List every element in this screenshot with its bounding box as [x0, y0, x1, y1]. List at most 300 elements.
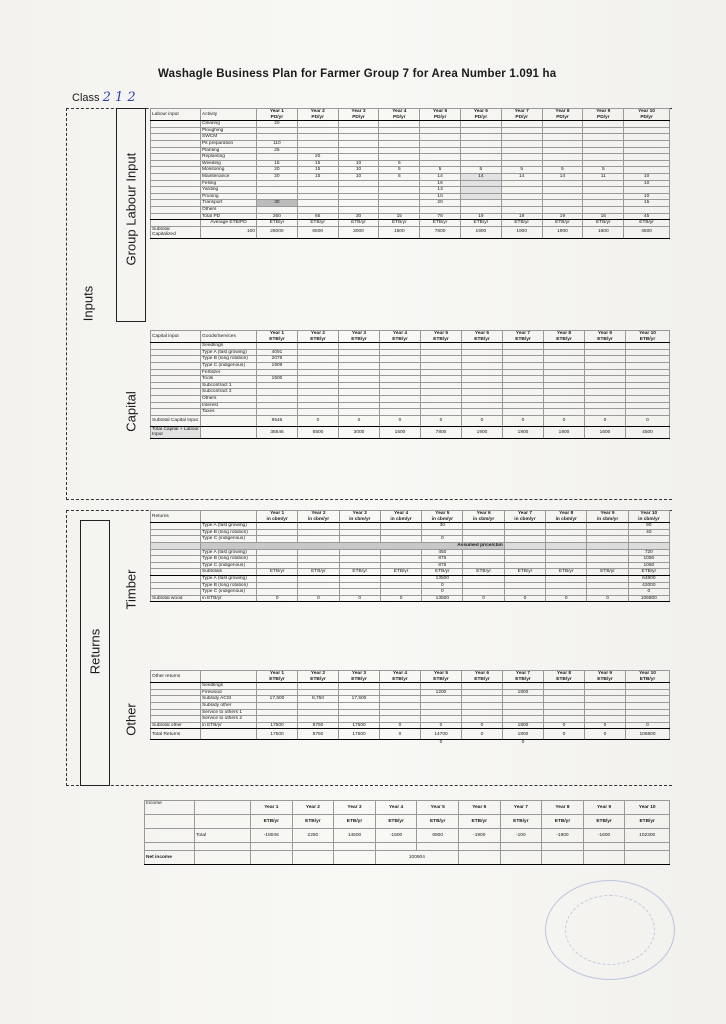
blank-cell — [626, 343, 670, 350]
capital-total-row — [151, 426, 670, 438]
labour-value — [583, 193, 624, 200]
capital-total-value: 6500 — [298, 426, 339, 438]
timber-cbm-value — [298, 529, 339, 536]
returns-extra-value — [380, 740, 421, 746]
labour-value: 5 — [379, 173, 420, 180]
labour-value — [257, 134, 298, 141]
capital-subtotal-label: Subtotal Capital Input — [151, 415, 201, 426]
labour-value — [501, 147, 542, 154]
etb-unit: ETB/yr — [375, 815, 417, 829]
capital-value — [257, 343, 298, 350]
blank-cell — [458, 843, 500, 851]
blank-cell — [151, 147, 201, 154]
side-label-returns: Returns — [87, 628, 103, 675]
labour-value — [501, 193, 542, 200]
labour-value — [379, 140, 420, 147]
year-header: Year 9 — [583, 801, 625, 815]
etb-unit: ETB/yr — [501, 220, 542, 227]
unit-label: ETB/yr — [310, 676, 326, 682]
blank-cell — [145, 829, 195, 843]
timber-etb-row — [151, 582, 670, 589]
income-total-value: 102300 — [625, 829, 670, 843]
income-total-value: -18046 — [251, 829, 293, 843]
total-returns-value: 0 — [380, 729, 421, 740]
goods-label: Type A (fast growing) — [201, 349, 257, 356]
unit-label: ETB/yr — [556, 336, 572, 342]
labour-value — [624, 206, 670, 213]
blank-cell — [257, 589, 298, 596]
unit-label: ETB/yr — [597, 676, 613, 682]
unit-label: ETB/yr — [351, 336, 367, 342]
year-header — [463, 511, 504, 523]
labour-value — [338, 200, 379, 207]
other-value — [257, 702, 298, 709]
income-total-value: -100 — [500, 829, 542, 843]
class-handwritten-value: 2 1 2 — [102, 90, 136, 105]
unit-label: PD/yr — [311, 114, 324, 120]
blank-cell — [585, 362, 626, 369]
year-label: Year 6 — [474, 671, 490, 676]
blank-cell — [421, 395, 462, 402]
labour-value — [460, 160, 501, 167]
timber-cbm-row — [151, 529, 670, 536]
blank-cell — [334, 851, 376, 865]
other-subtotal-label: Subtotal other — [151, 722, 201, 729]
labour-value — [420, 140, 461, 147]
capital-row — [151, 356, 670, 363]
other-value — [380, 683, 421, 690]
unit-label: ETB/yr — [515, 676, 531, 682]
class-label-text: Class — [72, 92, 100, 104]
blank-cell — [504, 542, 545, 549]
total-returns-value: 0 — [585, 729, 626, 740]
total-returns-value: 106800 — [626, 729, 670, 740]
unit-label: PD/yr — [597, 114, 610, 120]
blank-cell — [462, 402, 503, 409]
blank-cell — [298, 382, 339, 389]
labour-value — [379, 154, 420, 161]
other-value — [503, 702, 544, 709]
unit-label: in cbm/yr — [555, 516, 577, 522]
blank-cell — [628, 542, 669, 549]
year-label: Year 10 — [639, 331, 656, 336]
labour-value — [542, 160, 583, 167]
labour-value: 20 — [257, 121, 298, 128]
side-label-group-labour: Group Labour Input — [123, 152, 139, 266]
net-income-label: Net income — [145, 851, 195, 865]
blank-cell — [151, 569, 201, 576]
timber-subtotal-value: 0 — [257, 595, 298, 602]
year-header: Year 2 — [292, 801, 334, 815]
blank-cell — [339, 395, 380, 402]
labour-value — [542, 140, 583, 147]
blank-cell — [583, 843, 625, 851]
timber-type-label: Type A (fast growing) — [201, 523, 257, 530]
blank-cell — [587, 542, 628, 549]
blank-cell — [380, 562, 421, 569]
year-header — [587, 511, 628, 523]
blank-cell — [626, 376, 670, 383]
labour-value: 10 — [338, 160, 379, 167]
labour-value — [379, 187, 420, 194]
year-header — [585, 331, 626, 343]
other-returns-label: Service to others 1 — [201, 709, 257, 716]
year-label: Year 6 — [473, 109, 488, 114]
year-label: Year 5 — [433, 671, 449, 676]
other-returns-label: Seedlings — [201, 683, 257, 690]
labour-value — [501, 187, 542, 194]
etb-unit: ETB/yr — [460, 220, 501, 227]
labour-value: 15 — [297, 160, 338, 167]
labour-value — [460, 206, 501, 213]
blank-cell — [546, 556, 587, 563]
labour-value — [338, 180, 379, 187]
blank-cell — [546, 549, 587, 556]
timber-cbm-value — [587, 536, 628, 543]
labour-value — [338, 134, 379, 141]
other-value — [626, 683, 670, 690]
blank-cell — [421, 389, 462, 396]
blank-cell — [151, 193, 201, 200]
net-income-row — [145, 851, 670, 865]
capital-value: 2076 — [257, 356, 298, 363]
capital-total-value: 1900 — [544, 426, 585, 438]
blank-cell — [626, 349, 670, 356]
labour-value — [542, 121, 583, 128]
blank-cell — [380, 382, 421, 389]
subtotal-label-cell — [151, 226, 201, 238]
etb-year10: 0 — [628, 589, 669, 596]
labour-row — [151, 127, 670, 134]
timber-cbm-value — [380, 529, 421, 536]
labour-subtotal-value: 6500 — [297, 226, 338, 238]
labour-value: 45 — [624, 213, 670, 220]
labour-row — [151, 121, 670, 128]
timber-cbm-value — [504, 529, 545, 536]
blank-cell — [151, 409, 201, 416]
year-label: Year 3 — [351, 331, 367, 336]
capital-total-value: 1900 — [503, 426, 544, 438]
other-subtotal-row — [151, 722, 670, 729]
labour-value: 20 — [297, 154, 338, 161]
labour-subtotal-row — [151, 226, 670, 238]
timber-cbm-value: 40 — [628, 529, 669, 536]
etb-unit: ETB/yr — [583, 220, 624, 227]
other-value — [544, 709, 585, 716]
labour-value: 10 — [420, 193, 461, 200]
capitalized-label: Capitalized — [152, 232, 176, 238]
other-value — [585, 689, 626, 696]
blank-cell — [544, 376, 585, 383]
price-year5: 875 — [422, 556, 463, 563]
goods-label: Taxes — [201, 409, 257, 416]
labour-value — [460, 180, 501, 187]
blank-cell — [546, 562, 587, 569]
blank-cell — [151, 709, 201, 716]
year-label: Year 7 — [514, 109, 529, 114]
capital-subtotal-value: 0 — [626, 415, 670, 426]
labour-value: 15 — [297, 167, 338, 174]
capital-value — [257, 389, 298, 396]
timber-cbm-value — [257, 523, 298, 530]
other-value — [585, 709, 626, 716]
labour-value: 20 — [257, 167, 298, 174]
blank-cell — [462, 395, 503, 402]
total-returns-value: 8750 — [298, 729, 339, 740]
capital-row — [151, 389, 670, 396]
blank-cell — [504, 589, 545, 596]
blank-cell — [201, 740, 257, 746]
blank-cell — [151, 376, 201, 383]
labour-value — [338, 206, 379, 213]
activity-label: Planting — [201, 147, 257, 154]
timber-table — [150, 510, 670, 602]
blank-cell — [504, 582, 545, 589]
timber-cbm-value — [422, 529, 463, 536]
subtotal-label: Subtotal — [152, 226, 170, 232]
etb-unit: ETB/yr — [257, 569, 298, 576]
blank-cell — [504, 562, 545, 569]
labour-value: 5 — [583, 167, 624, 174]
timber-subtotal-value: 0 — [380, 595, 421, 602]
labour-value — [338, 140, 379, 147]
blank-cell — [334, 843, 376, 851]
year-label: Year 8 — [556, 331, 572, 336]
labour-row — [151, 147, 670, 154]
timber-type-label: Type A (fast growing) — [201, 575, 257, 582]
etb-unit: ETB/yr — [420, 220, 461, 227]
blank-cell — [462, 362, 503, 369]
unit-label: ETB/yr — [639, 336, 656, 342]
price-year10: 1050 — [628, 562, 669, 569]
net-income-value: 100904 — [375, 851, 458, 865]
blank-cell — [585, 395, 626, 402]
blank-cell — [463, 562, 504, 569]
labour-value — [542, 193, 583, 200]
labour-row — [151, 140, 670, 147]
labour-row — [151, 200, 670, 207]
activity-label: Transport — [201, 200, 257, 207]
timber-type-label: Type B (long rotation) — [201, 582, 257, 589]
year-header — [379, 109, 420, 121]
etb-unit: ETB/yr — [542, 815, 584, 829]
blank-cell — [504, 556, 545, 563]
labour-value — [583, 154, 624, 161]
timber-subtotal-value: 0 — [298, 595, 339, 602]
capital-row — [151, 349, 670, 356]
returns-extra-value: 0 — [521, 740, 525, 746]
year-label: Year 2 — [310, 331, 326, 336]
blank-cell — [421, 376, 462, 383]
blank-cell — [298, 589, 339, 596]
blank-cell — [151, 683, 201, 690]
blank-cell — [462, 369, 503, 376]
timber-etb-row — [151, 589, 670, 596]
labour-value — [379, 180, 420, 187]
labour-value — [297, 187, 338, 194]
blank-cell — [339, 349, 380, 356]
blank-cell — [195, 843, 251, 851]
blank-cell — [421, 362, 462, 369]
blank-cell — [292, 843, 334, 851]
timber-type-label: Type B (long rotation) — [201, 529, 257, 536]
year-header — [420, 109, 461, 121]
labour-value — [420, 147, 461, 154]
blank-cell — [503, 376, 544, 383]
income-table — [144, 800, 670, 865]
unit-label: ETB/yr — [597, 336, 613, 342]
income-total-value: 6900 — [417, 829, 459, 843]
timber-subtotal-row — [151, 595, 670, 602]
etb-unit: ETB/yr — [338, 220, 379, 227]
blank-cell — [292, 851, 334, 865]
blank-cell — [421, 402, 462, 409]
etb-unit: ETB/yr — [628, 569, 669, 576]
labour-value — [624, 127, 670, 134]
unit-label: in cbm/yr — [266, 516, 288, 522]
blank-cell — [380, 369, 421, 376]
labour-value — [379, 127, 420, 134]
capital-value: 4091 — [257, 349, 298, 356]
labour-value: 30 — [338, 213, 379, 220]
labour-value — [460, 193, 501, 200]
timber-cbm-value — [380, 523, 421, 530]
blank-cell — [585, 349, 626, 356]
timber-cbm-value — [587, 529, 628, 536]
year-header — [585, 671, 626, 683]
capital-total-value: 7800 — [421, 426, 462, 438]
etb-unit: ETB/yr — [379, 220, 420, 227]
activity-label: Ploughing — [201, 127, 257, 134]
year-header — [462, 671, 503, 683]
unit-label: ETB/yr — [639, 676, 656, 682]
other-value — [380, 689, 421, 696]
other-row — [151, 716, 670, 723]
blank-cell — [298, 402, 339, 409]
etb-unit: ETB/yr — [251, 815, 293, 829]
blank-cell — [587, 562, 628, 569]
etb-unit: ETB/yr — [458, 815, 500, 829]
blank-cell — [462, 382, 503, 389]
year-header: Year 6 — [458, 801, 500, 815]
labour-subtotal-value: 26000 — [257, 226, 298, 238]
timber-subtotal-value: 0 — [339, 595, 380, 602]
etb-unit: ETB/yr — [500, 815, 542, 829]
other-value — [544, 716, 585, 723]
timber-subtotal-value: 0 — [546, 595, 587, 602]
other-value — [462, 696, 503, 703]
goods-label: Others — [201, 395, 257, 402]
goods-label: Subcontract 2 — [201, 389, 257, 396]
labour-value: 14 — [420, 173, 461, 180]
timber-type-label: Type C (indigenous) — [201, 589, 257, 596]
unit-label: PD/yr — [640, 114, 653, 120]
blank-cell — [585, 343, 626, 350]
year-header — [628, 511, 669, 523]
year-header — [503, 671, 544, 683]
labour-value — [542, 206, 583, 213]
total-returns-label: Total Returns — [151, 729, 201, 740]
labour-value — [542, 127, 583, 134]
blank-cell — [380, 356, 421, 363]
blank-cell — [421, 369, 462, 376]
blank-cell — [145, 843, 195, 851]
subtotals-label: Subtotals — [201, 569, 257, 576]
blank-cell — [151, 140, 201, 147]
year-header: Year 7 — [500, 801, 542, 815]
other-value — [380, 716, 421, 723]
other-value — [462, 683, 503, 690]
blank-cell — [151, 382, 201, 389]
other-value — [421, 716, 462, 723]
labour-value — [420, 127, 461, 134]
other-value — [257, 683, 298, 690]
timber-type-label: Type B (long rotation) — [201, 556, 257, 563]
year-header — [298, 671, 339, 683]
other-value — [380, 696, 421, 703]
blank-cell — [339, 389, 380, 396]
blank-cell — [380, 389, 421, 396]
blank-cell — [151, 121, 201, 128]
unit-label: ETB/yr — [433, 676, 449, 682]
blank-cell — [298, 395, 339, 402]
labour-subtotal-value: 1600 — [583, 226, 624, 238]
year-label: Year 9 — [597, 331, 613, 336]
blank-cell — [195, 851, 251, 865]
labour-row — [151, 187, 670, 194]
other-row — [151, 683, 670, 690]
blank-cell — [298, 549, 339, 556]
year-label: Year 1 — [270, 511, 285, 516]
blank-cell — [626, 395, 670, 402]
side-label-other: Other — [123, 703, 139, 736]
timber-cbm-value — [546, 529, 587, 536]
labour-value — [542, 154, 583, 161]
labour-value: 15 — [379, 213, 420, 220]
blank-cell — [585, 382, 626, 389]
income-head-left: Income — [145, 801, 195, 815]
labour-value: 10 — [338, 173, 379, 180]
other-returns-label: Service to others 2 — [201, 716, 257, 723]
timber-cbm-value — [380, 536, 421, 543]
income-total-value: 14500 — [334, 829, 376, 843]
year-header — [460, 109, 501, 121]
timber-cbm-value — [257, 529, 298, 536]
year-label: Year 1 — [269, 331, 285, 336]
blank-cell — [298, 376, 339, 383]
other-value — [298, 709, 339, 716]
capital-head-left: Capital input — [151, 331, 201, 343]
labour-value — [379, 200, 420, 207]
blank-cell — [257, 556, 298, 563]
timber-price-row — [151, 556, 670, 563]
unit-label: in cbm/yr — [349, 516, 371, 522]
labour-value — [379, 147, 420, 154]
blank-cell — [503, 382, 544, 389]
other-returns-label: Subsidy other — [201, 702, 257, 709]
blank-cell — [380, 556, 421, 563]
blank-cell — [339, 556, 380, 563]
other-value — [257, 716, 298, 723]
income-total-value: 2250 — [292, 829, 334, 843]
blank-cell — [626, 356, 670, 363]
other-row — [151, 702, 670, 709]
labour-value: 10 — [338, 167, 379, 174]
etb-unit: ETB/yr — [625, 815, 670, 829]
labour-value: 19 — [542, 213, 583, 220]
blank-cell — [421, 356, 462, 363]
blank-cell — [298, 562, 339, 569]
